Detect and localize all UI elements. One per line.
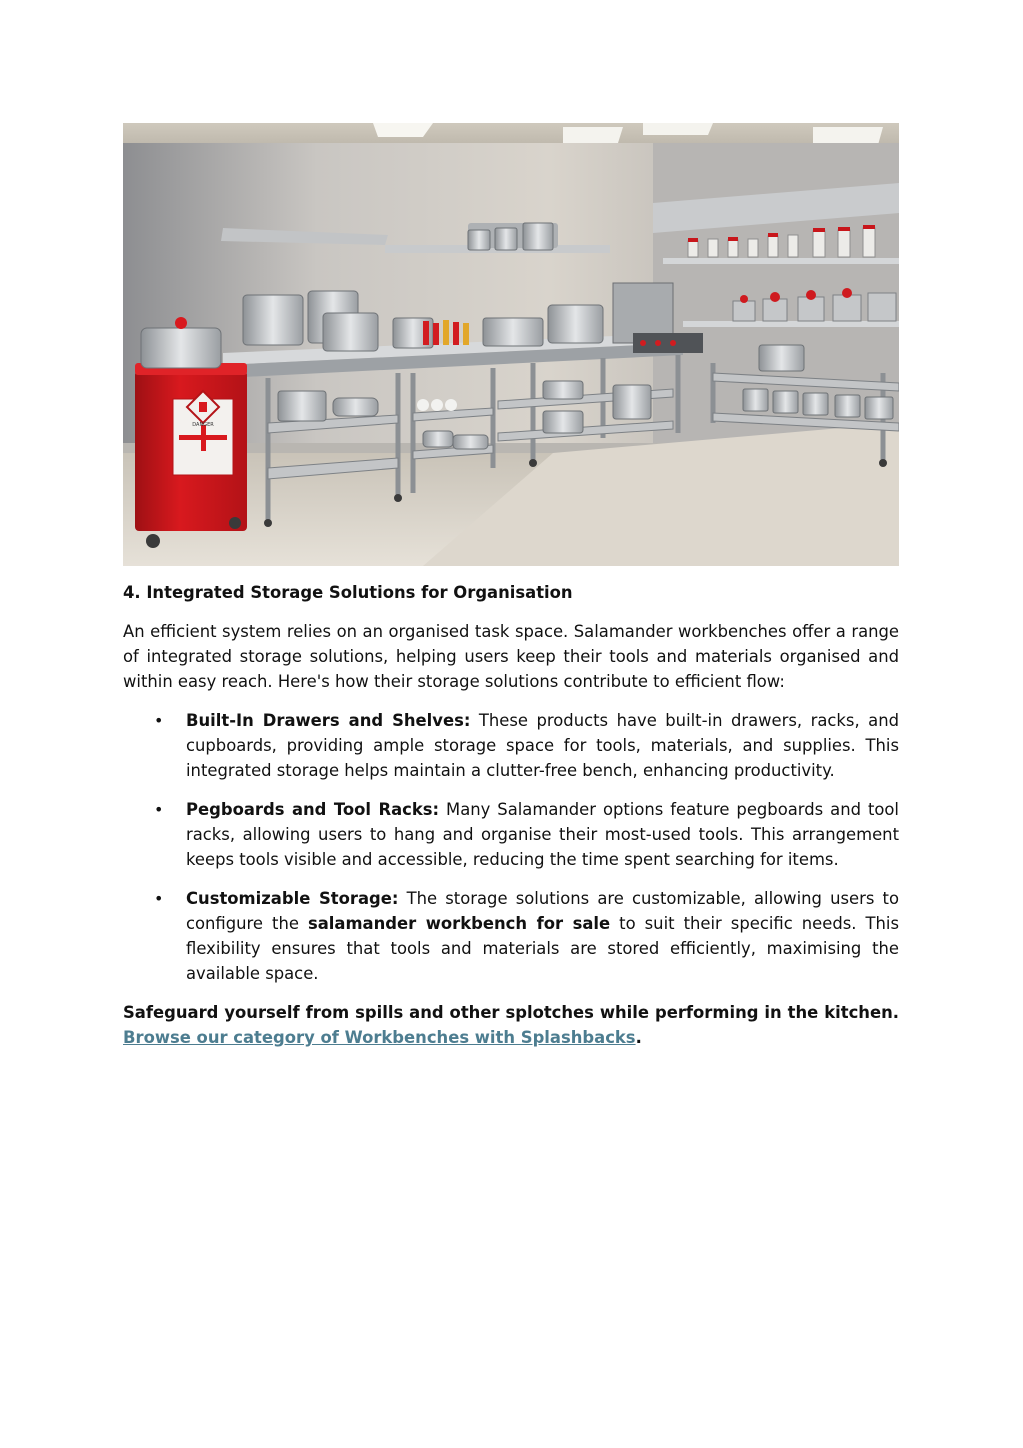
bullet-text: These products have built-in drawers, racks, and cupboards, providing ample storage space for tools, materials, and supplies. This integrated storage helps maintain a clutter-free bench, enhancing productivity.	[186, 711, 899, 780]
closing-period: .	[635, 1028, 642, 1047]
workbenches-splashbacks-link[interactable]: Browse our category of Workbenches with Splashbacks	[123, 1028, 636, 1047]
closing-text: Safeguard yourself from spills and other splotches while performing in the kitchen.	[123, 1003, 899, 1022]
kitchen-storage-photo	[123, 123, 899, 566]
intro-paragraph: An efficient system relies on an organised task space. Salamander workbenches offer a range of integrated storage solutions, helping users keep their tools and materials organised and within easy reach. Here's how their storage solutions contribute to efficient flow:	[123, 622, 899, 691]
photo-illustration	[123, 123, 899, 566]
bullet-title: Pegboards and Tool Racks:	[186, 800, 440, 819]
section-heading: 4. Integrated Storage Solutions for Organisation	[123, 583, 573, 602]
bullet-text-end: to suit their specific needs. This flexibility ensures that tools and materials are stored efficiently, maximising the available space.	[186, 914, 900, 983]
bullet-title: Built-In Drawers and Shelves:	[186, 711, 471, 730]
article-section	[123, 580, 899, 1050]
bullet-text: Many Salamander options feature pegboards and tool racks, allowing users to hang and organise their most-used tools. This arrangement keeps tools visible and accessible, reducing the time spent searching for items.	[186, 800, 899, 869]
cabinet-sign-text: DANGER	[192, 422, 214, 428]
closing-paragraph	[123, 1000, 899, 1050]
bullet-icon: •	[154, 889, 164, 908]
list-item	[123, 797, 899, 872]
list-item	[123, 708, 899, 783]
list-item	[123, 886, 899, 986]
bullet-icon: •	[154, 800, 164, 819]
bullet-text: The storage solutions are customizable, allowing users to configure the	[186, 889, 900, 933]
bullet-title: Customizable Storage:	[186, 889, 399, 908]
bullet-bold-phrase: salamander workbench for sale	[307, 914, 611, 933]
bullet-icon: •	[154, 711, 164, 730]
storage-feature-list	[123, 708, 899, 986]
